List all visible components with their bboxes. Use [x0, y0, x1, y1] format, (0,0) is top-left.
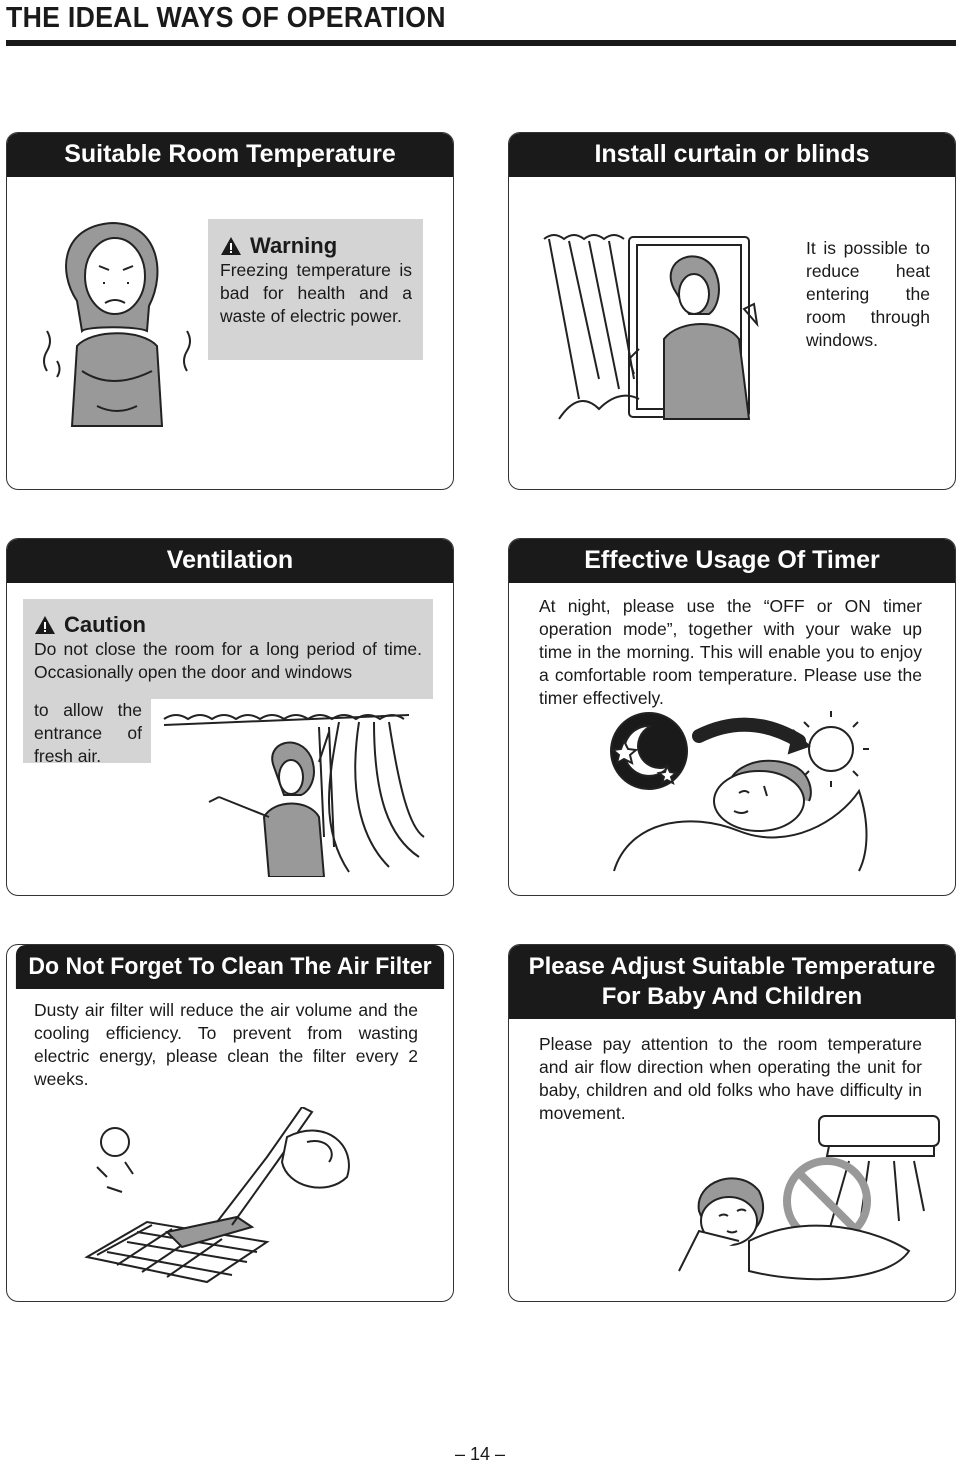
card-curtain — [508, 132, 956, 490]
timer-text: At night, please use the “OFF or ON timer operation mode”, together with your wake up time in the morning. This will enable you to enjoy a comfortable room temperature. Please use the timer effectively. — [539, 596, 922, 708]
card-heading: Suitable Room Temperature — [7, 133, 453, 177]
card-baby — [508, 944, 956, 1302]
baby-text: Please pay attention to the room temperature and air flow direction when operating the unit for baby, children and old folks who have difficulty in movement. — [539, 1034, 922, 1123]
sleeping-man-illustration — [609, 711, 879, 881]
card-heading — [509, 945, 955, 1019]
warning-text: Freezing temperature is bad for health and a waste of electric power. — [220, 260, 412, 326]
card-heading-line-2: For Baby And Children — [601, 983, 863, 1010]
card-heading: Effective Usage Of Timer — [509, 539, 955, 583]
warning-box — [208, 219, 423, 360]
filter-text: Dusty air filter will reduce the air volume and the cooling efficiency. To prevent from wasting electric energy, please clean the filter every 2 weeks. — [34, 1000, 418, 1089]
card-timer — [508, 538, 956, 896]
woman-closing-curtain-illustration — [539, 229, 779, 429]
shivering-woman-illustration — [37, 211, 197, 451]
card-ventilation — [6, 538, 454, 896]
caution-box-top — [23, 599, 433, 699]
title-rule — [6, 40, 956, 46]
caution-text-main: Do not close the room for a long period of time. Occasionally open the door and windows — [34, 639, 422, 682]
card-heading-line-1: Please Adjust Suitable Temperature — [528, 953, 936, 980]
caution-title-row — [34, 612, 422, 638]
warning-triangle-icon — [34, 615, 56, 635]
card-air-filter — [6, 944, 454, 1302]
warning-title: Warning — [250, 233, 338, 258]
warning-title-row — [220, 233, 412, 259]
woman-opening-window-illustration — [159, 707, 429, 877]
caution-box-bottom — [23, 699, 151, 766]
card-heading: Install curtain or blinds — [509, 133, 955, 177]
sleeping-baby-prohibited-airflow-illustration — [659, 1111, 949, 1291]
page-title: THE IDEAL WAYS OF OPERATION — [6, 2, 446, 34]
caution-text-continued: to allow the entrance of fresh air. — [34, 700, 142, 766]
curtain-text: It is possible to reduce heat entering the room through windows. — [806, 238, 930, 350]
warning-triangle-icon — [220, 236, 242, 256]
vacuum-cleaner-illustration — [67, 1107, 357, 1287]
caution-title: Caution — [64, 612, 146, 637]
page-number: – 14 – — [454, 1444, 506, 1464]
card-heading: Do Not Forget To Clean The Air Filter — [16, 945, 444, 989]
card-room-temperature — [6, 132, 454, 490]
card-heading: Ventilation — [7, 539, 453, 583]
